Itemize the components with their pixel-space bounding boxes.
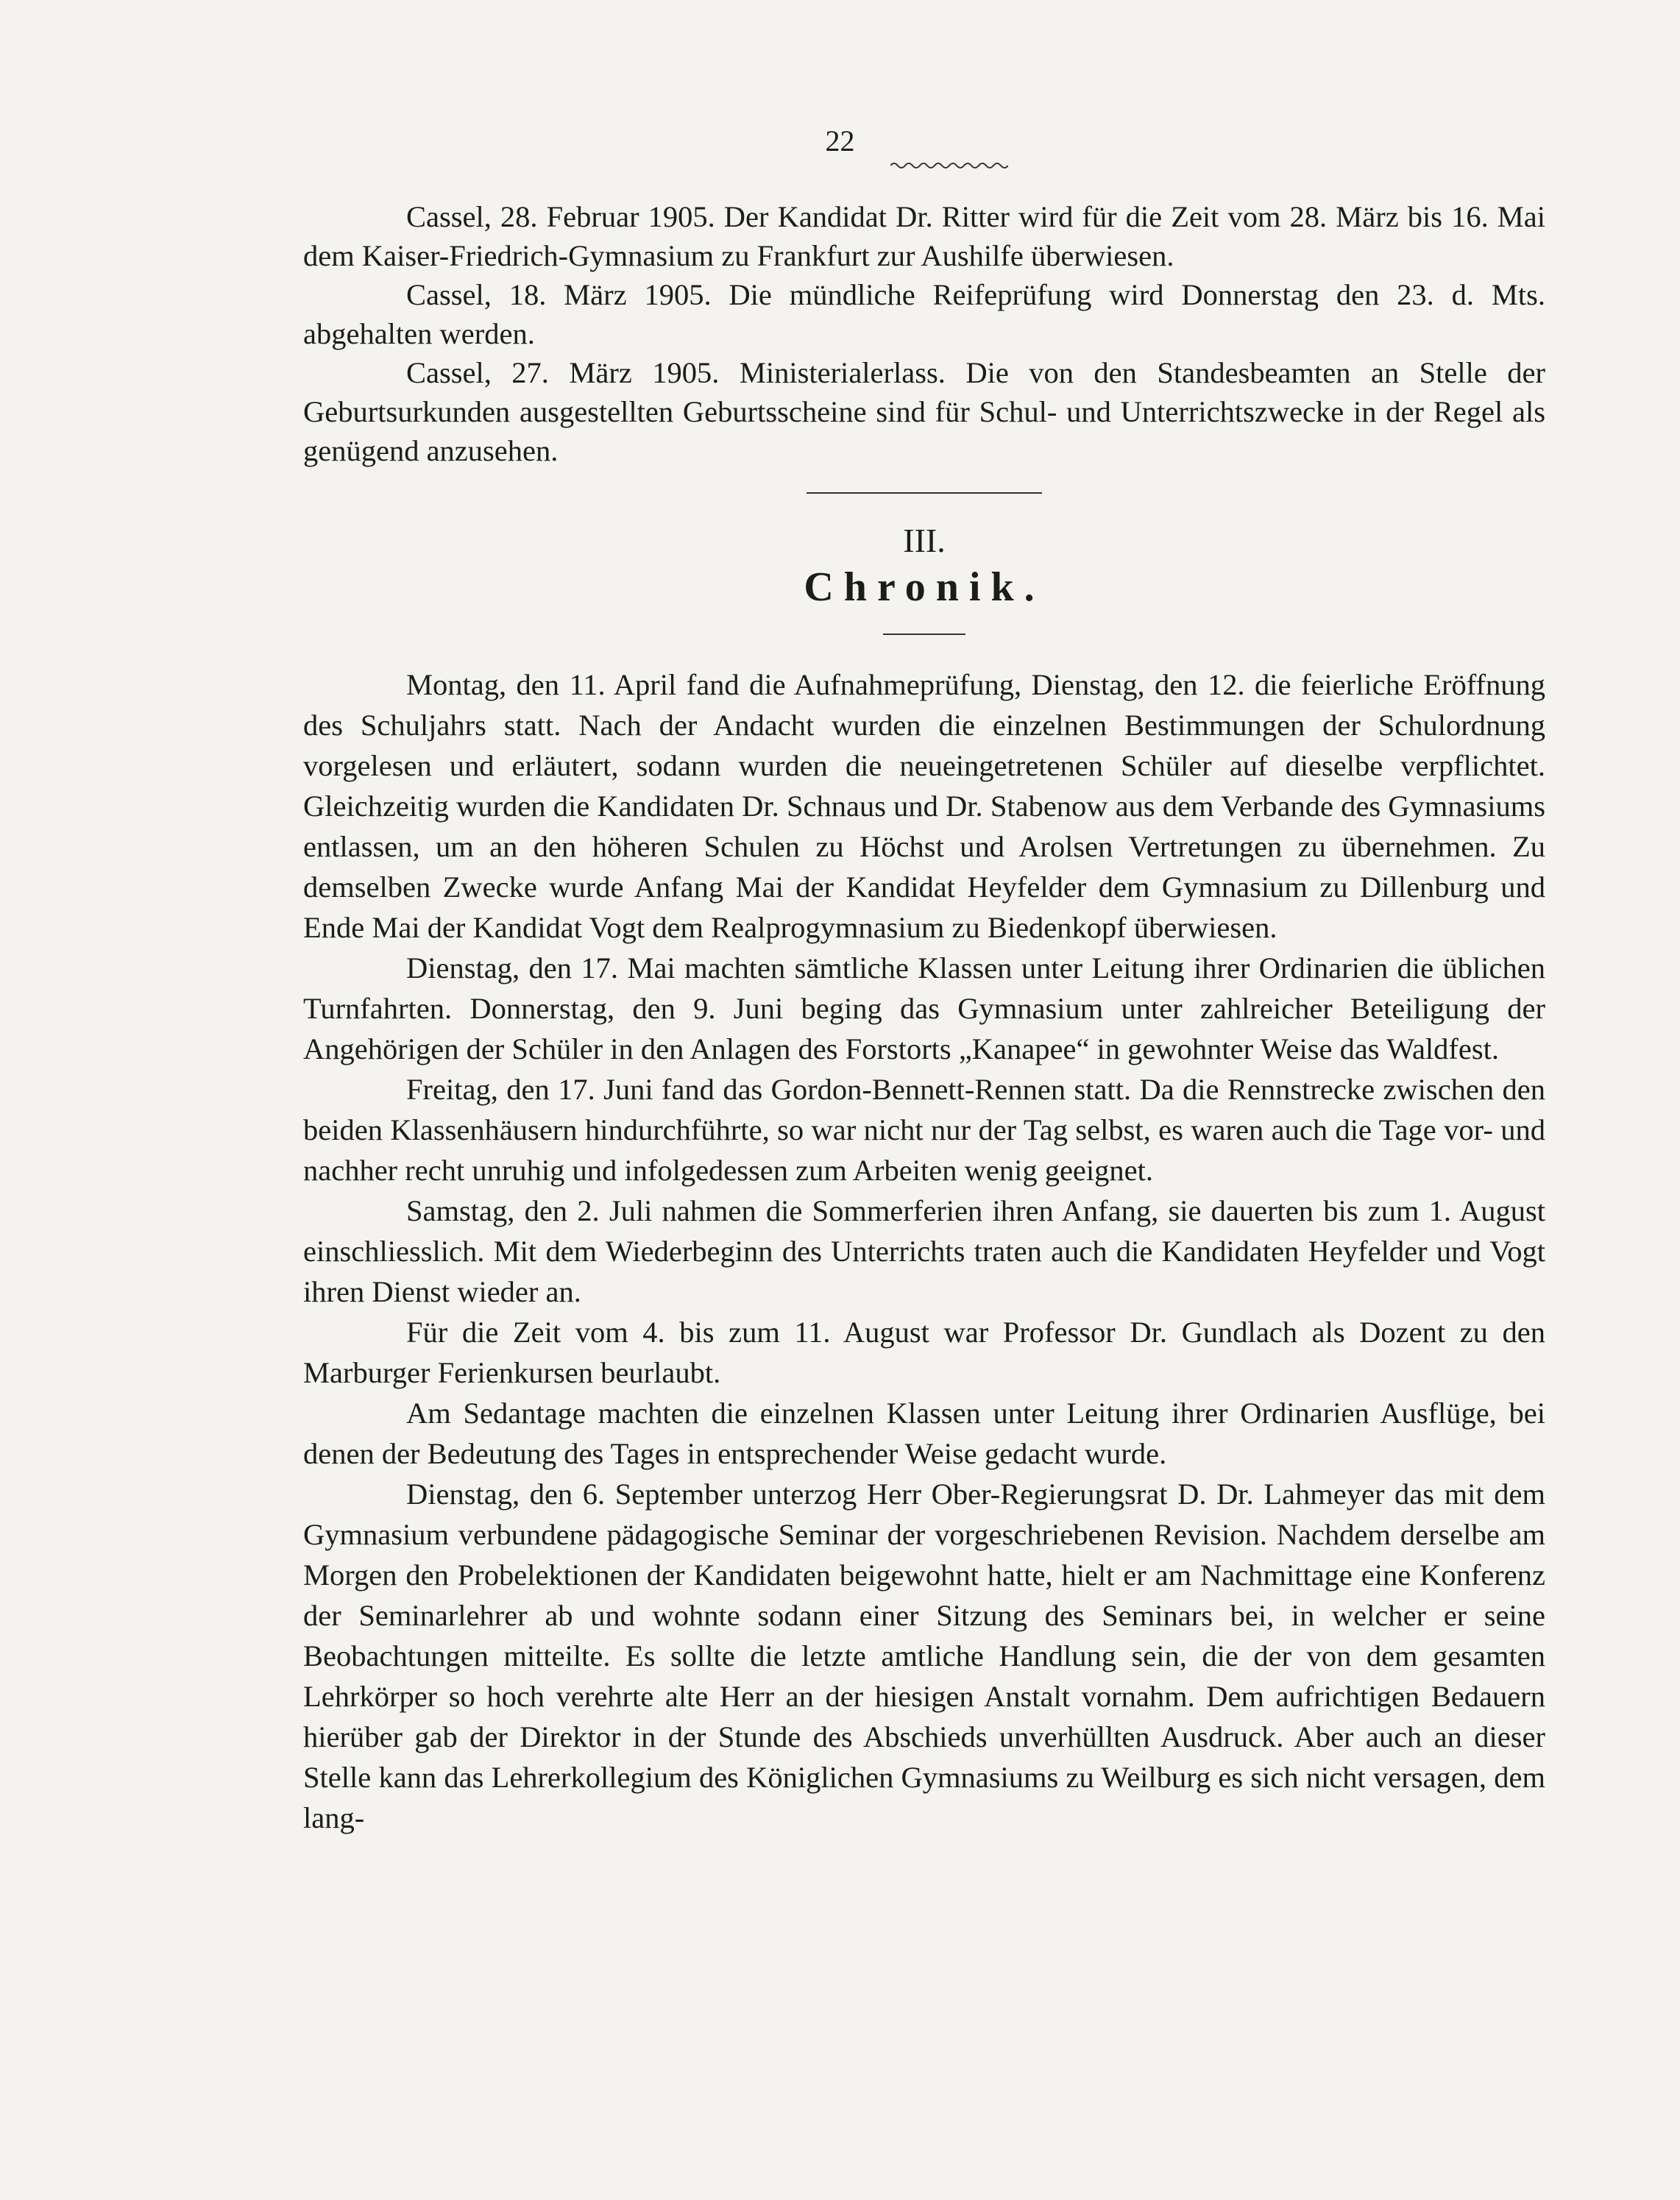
title-underline	[883, 634, 965, 635]
chronik-paragraph: Montag, den 11. April fand die Aufnahmeprüfung, Dienstag, den 12. die feierliche Eröffnung des Schuljahrs statt. Nach der Andacht wurden die einzelnen Bestimmungen der Schulordnung vorgelesen und erläutert, sodann wurden die neueingetretenen Schüler auf dieselbe verpflichtet. Gleichzeitig wurden die Kandidaten Dr. Schnaus und Dr. Stabenow aus dem Verbande des Gymnasiums entlassen, um an den höheren Schulen zu Höchst und Arolsen Vertretungen zu übernehmen. Zu demselben Zwecke wurde Anfang Mai der Kandidat Heyfelder dem Gymnasium zu Dillenburg und Ende Mai der Kandidat Vogt dem Realprogymnasium zu Biedenkopf überwiesen.	[303, 668, 1545, 944]
chronik-paragraph: Am Sedantage machten die einzelnen Klassen unter Leitung ihrer Ordinarien Ausflüge, bei denen der Bedeutung des Tages in entsprechender Weise gedacht wurde.	[303, 1397, 1545, 1470]
section-number: III.	[903, 522, 946, 559]
chronik-paragraph: Für die Zeit vom 4. bis zum 11. August war Professor Dr. Gundlach als Dozent zu den Marburger Ferienkursen beurlaubt.	[303, 1316, 1545, 1389]
decorative-wave-rule	[890, 160, 1008, 171]
chronik-paragraph: Dienstag, den 17. Mai machten sämtliche Klassen unter Leitung ihrer Ordinarien die üblichen Turnfahrten. Donnerstag, den 9. Juni beging das Gymnasium unter zahlreicher Beteiligung der Angehörigen der Schüler in den Anlagen des Forstorts „Kanapee“ in gewohnter Weise das Waldfest.	[303, 951, 1545, 1065]
chronik-paragraph: Dienstag, den 6. September unterzog Herr Ober-Regierungsrat D. Dr. Lahmeyer das mit dem Gymnasium verbundene pädagogische Seminar der vorgeschriebenen Revision. Nachdem derselbe am Morgen den Probelektionen der Kandidaten beigewohnt hatte, hielt er am Nachmittage eine Konferenz der Seminarlehrer ab und wohnte sodann einer Sitzung des Seminars bei, in welcher er seine Beobachtungen mitteilte. Es sollte die letzte amtliche Handlung sein, die der von dem gesamten Lehrkörper so hoch verehrte alte Herr an der hiesigen Anstalt vornahm. Dem aufrichtigen Bedauern hierüber gab der Direktor in der Stunde des Abschieds unverhüllten Ausdruck. Aber auch an dieser Stelle kann das Lehrerkollegium des Königlichen Gymnasiums zu Weilburg es sich nicht versagen, dem lang-	[303, 1477, 1545, 1834]
intro-section	[303, 197, 1545, 470]
intro-paragraph: Cassel, 28. Februar 1905. Der Kandidat Dr. Ritter wird für die Zeit vom 28. März bis 16. Mai dem Kaiser-Friedrich-Gymnasium zu Frankfurt zur Aushilfe überwiesen.	[303, 200, 1545, 272]
page-number: 22	[825, 124, 855, 157]
page-content	[303, 197, 1545, 1838]
chronik-section	[303, 664, 1545, 1838]
intro-paragraph: Cassel, 18. März 1905. Die mündliche Reifeprüfung wird Donnerstag den 23. d. Mts. abgehalten werden.	[303, 278, 1545, 350]
chronik-paragraph: Freitag, den 17. Juni fand das Gordon-Bennett-Rennen statt. Da die Rennstrecke zwischen den beiden Klassenhäusern hindurchführte, so war nicht nur der Tag selbst, es waren auch die Tage vor- und nachher recht unruhig und infolgedessen zum Arbeiten wenig geeignet.	[303, 1073, 1545, 1187]
section-divider	[807, 492, 1042, 494]
chronik-paragraph: Samstag, den 2. Juli nahmen die Sommerferien ihren Anfang, sie dauerten bis zum 1. August einschliesslich. Mit dem Wiederbeginn des Unterrichts traten auch die Kandidaten Heyfelder und Vogt ihren Dienst wieder an.	[303, 1194, 1545, 1308]
section-title: Chronik.	[804, 564, 1045, 610]
intro-paragraph: Cassel, 27. März 1905. Ministerialerlass. Die von den Standesbeamten an Stelle der Geburtsurkunden ausgestellten Geburtsscheine sind für Schul- und Unterrichtszwecke in der Regel als genügend anzusehen.	[303, 356, 1545, 467]
